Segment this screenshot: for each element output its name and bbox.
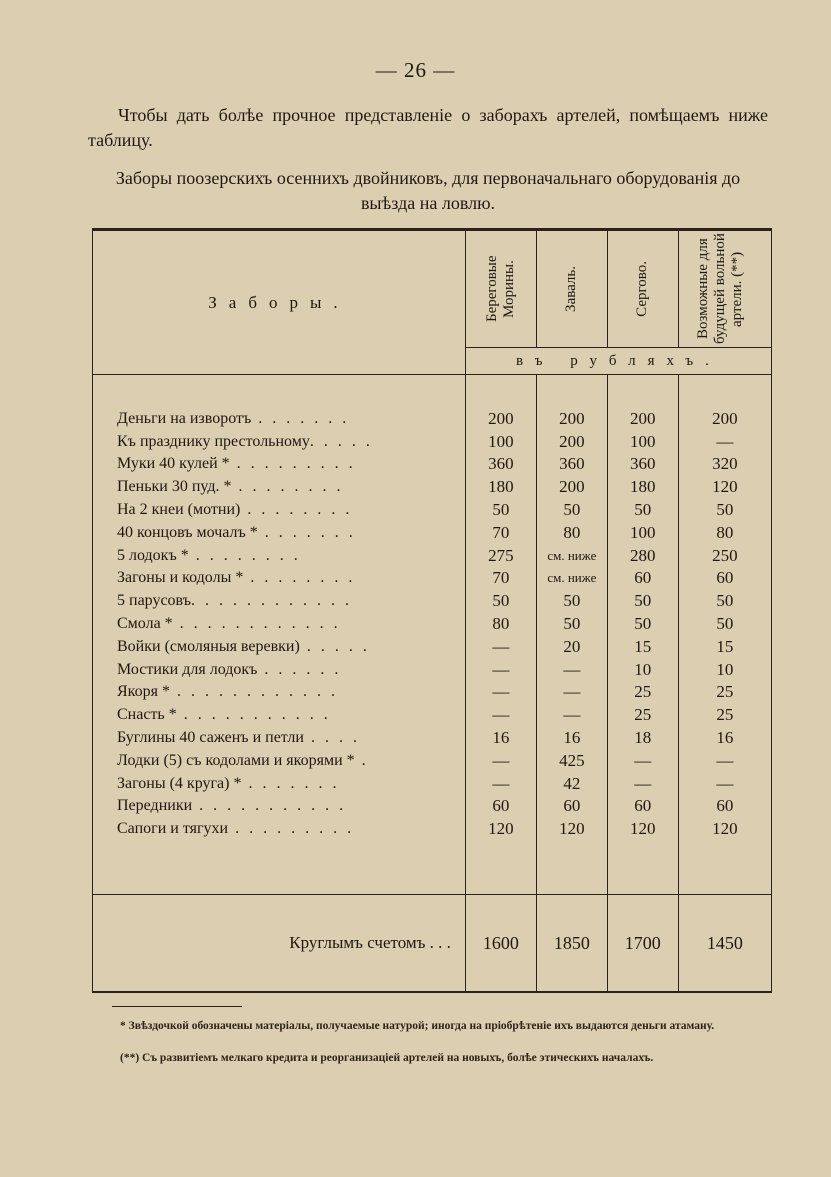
leader-dots: . . . . . . . .: [231, 478, 344, 496]
row-value: см. ниже: [536, 567, 607, 590]
leader-dots: . . . . . . . .: [188, 546, 301, 564]
row-label: [93, 589, 466, 612]
row-value: —: [465, 749, 536, 772]
row-value: 10: [678, 658, 771, 681]
row-value: 16: [536, 726, 607, 749]
row-label-text: Передники: [117, 797, 193, 815]
row-value: 120: [465, 817, 536, 840]
row-value: —: [678, 749, 771, 772]
row-value: 200: [678, 407, 771, 430]
footnote: (**) Съ развитіемъ мелкаго кредита и реорганизаціей артелей на новыхъ, болѣе этическихъ началахъ.: [120, 1052, 654, 1064]
row-label-text: На 2 кнеи (мотни): [117, 501, 241, 519]
row-value: 120: [536, 817, 607, 840]
column-header: Заваль.: [563, 266, 580, 312]
row-label: [93, 635, 466, 658]
row-label: [93, 430, 466, 453]
row-value: 50: [607, 612, 678, 635]
leader-dots: . . . . . . . . .: [228, 820, 355, 838]
leader-dots: . . . . . . . . . . .: [176, 706, 331, 724]
leader-dots: . . . . . . . . . . . .: [172, 615, 341, 633]
row-label-text: Сапоги и тягухи: [117, 820, 229, 838]
row-value: 120: [607, 817, 678, 840]
table-row: [93, 521, 772, 544]
row-value: 360: [536, 453, 607, 476]
leader-dots: . . . . . .: [257, 660, 342, 678]
row-value: 18: [607, 726, 678, 749]
row-label: [93, 544, 466, 567]
row-value: 50: [678, 589, 771, 612]
row-label-text: Къ празднику престольному: [117, 432, 310, 450]
row-label: [93, 703, 466, 726]
row-value: 50: [607, 498, 678, 521]
unit-label: въ рубляхъ.: [465, 348, 771, 375]
table-row: [93, 567, 772, 590]
row-value: 25: [607, 703, 678, 726]
total-value: 1850: [536, 895, 607, 993]
footnote-rule: [112, 1006, 242, 1007]
row-value: 360: [607, 453, 678, 476]
leader-dots: . . . . . . . .: [240, 501, 353, 519]
row-value: 10: [607, 658, 678, 681]
row-label-text: 5 парусовъ: [117, 592, 191, 610]
row-value: 16: [678, 726, 771, 749]
row-label: [93, 772, 466, 795]
row-value: —: [536, 658, 607, 681]
row-value: 425: [536, 749, 607, 772]
row-value: 16: [465, 726, 536, 749]
row-value: 80: [678, 521, 771, 544]
leader-dots: . . . . . . . . . . .: [192, 797, 347, 815]
row-value: 180: [607, 475, 678, 498]
row-value: —: [465, 703, 536, 726]
row-value: —: [465, 658, 536, 681]
leader-dots: . . . . . . . .: [243, 569, 356, 587]
row-label-text: 40 концовъ мочалъ *: [117, 523, 258, 541]
row-value: 60: [678, 795, 771, 818]
row-value: 25: [678, 703, 771, 726]
leader-dots: .: [354, 751, 369, 769]
table-row: [93, 726, 772, 749]
table-row: [93, 407, 772, 430]
row-value: 60: [536, 795, 607, 818]
table-row: [93, 612, 772, 635]
row-value: 42: [536, 772, 607, 795]
column-header: Береговые Морины.: [483, 255, 517, 323]
row-label: [93, 567, 466, 590]
row-label: [93, 749, 466, 772]
row-value: 200: [536, 430, 607, 453]
row-value: —: [678, 772, 771, 795]
total-value: 1700: [607, 895, 678, 993]
row-label-text: Смола *: [117, 615, 173, 633]
row-value: 80: [536, 521, 607, 544]
leader-dots: . . . . .: [309, 432, 373, 450]
table-row: [93, 795, 772, 818]
table-row: [93, 430, 772, 453]
table-row: [93, 544, 772, 567]
row-value: 25: [678, 681, 771, 704]
row-value: 60: [678, 567, 771, 590]
row-value: 60: [465, 795, 536, 818]
table-row: [93, 453, 772, 476]
table-title: Заборы поозерскихъ осеннихъ двойниковъ, для первоначальнаго оборудованія до выѣзда на ловлю.: [115, 168, 741, 213]
row-label-text: Загоны (4 круга) *: [117, 774, 242, 792]
leader-dots: . . . . .: [299, 637, 370, 655]
row-value: 275: [465, 544, 536, 567]
row-value: 200: [536, 475, 607, 498]
row-label-text: Загоны и кодолы *: [117, 569, 244, 587]
row-label-text: Войки (смоляныя веревки): [117, 637, 300, 655]
row-label-text: 5 лодокъ *: [117, 546, 189, 564]
row-value: 100: [607, 521, 678, 544]
leader-dots: . . . .: [303, 729, 360, 747]
row-value: 180: [465, 475, 536, 498]
row-value: 250: [678, 544, 771, 567]
row-label-text: Муки 40 кулей *: [117, 455, 230, 473]
row-value: —: [678, 430, 771, 453]
row-value: 50: [465, 589, 536, 612]
row-value: 120: [678, 817, 771, 840]
row-label: [93, 453, 466, 476]
leader-dots: . . . . . . . . . . . .: [170, 683, 338, 701]
row-label-text: Снасть *: [117, 706, 177, 724]
total-row: [93, 895, 772, 993]
column-header: Возможные для будущей вольной артели. (**): [694, 233, 745, 345]
row-value: 60: [607, 567, 678, 590]
leader-dots: . . . . . . . . .: [229, 455, 356, 473]
row-label: [93, 658, 466, 681]
header-label: Заборы.: [93, 230, 466, 375]
total-value: 1450: [678, 895, 771, 993]
row-value: —: [607, 749, 678, 772]
row-value: 15: [607, 635, 678, 658]
table-row: [93, 681, 772, 704]
row-value: 50: [465, 498, 536, 521]
row-label-text: Лодки (5) съ кодолами и якорями *: [117, 751, 355, 769]
fishing-supplies-table: [92, 228, 772, 993]
table-row: [93, 635, 772, 658]
row-label: [93, 498, 466, 521]
total-value: 1600: [465, 895, 536, 993]
page-number: — 26 —: [375, 58, 456, 82]
row-label: [93, 475, 466, 498]
footnote: * Звѣздочкой обозначены матеріалы, получаемые натурой; иногда на пріобрѣтеніе ихъ выдаются деньги атаману.: [120, 1020, 715, 1032]
row-value: 200: [607, 407, 678, 430]
row-label-text: Деньги на изворотъ: [117, 409, 252, 427]
total-label: Круглымъ счетомъ . . .: [93, 895, 466, 993]
leader-dots: . . . . . . .: [257, 523, 356, 541]
row-label: [93, 681, 466, 704]
row-value: —: [465, 681, 536, 704]
row-value: 320: [678, 453, 771, 476]
row-label: [93, 521, 466, 544]
intro-paragraph: Чтобы дать болѣе прочное представленіе о заборахъ артелей, помѣщаемъ ниже таблицу.: [88, 105, 768, 150]
table-row: [93, 772, 772, 795]
column-header: Сергово.: [634, 261, 651, 317]
row-value: 50: [536, 498, 607, 521]
table-row: [93, 475, 772, 498]
row-value: 50: [678, 498, 771, 521]
row-label: [93, 612, 466, 635]
row-value: 50: [678, 612, 771, 635]
row-label-text: Мостики для лодокъ: [117, 660, 258, 678]
row-value: 25: [607, 681, 678, 704]
row-value: 100: [465, 430, 536, 453]
row-value: —: [465, 635, 536, 658]
row-label-text: Якоря *: [117, 683, 170, 701]
row-label: [93, 795, 466, 818]
table-row: [93, 658, 772, 681]
row-value: 120: [678, 475, 771, 498]
row-value: см. ниже: [536, 544, 607, 567]
row-label-text: Пеньки 30 пуд. *: [117, 478, 232, 496]
row-value: 200: [465, 407, 536, 430]
row-value: 50: [536, 589, 607, 612]
row-value: 50: [607, 589, 678, 612]
row-value: —: [465, 772, 536, 795]
row-value: 50: [536, 612, 607, 635]
row-value: 100: [607, 430, 678, 453]
row-value: 200: [536, 407, 607, 430]
row-value: 360: [465, 453, 536, 476]
table-row: [93, 749, 772, 772]
row-label: [93, 407, 466, 430]
table-row: [93, 703, 772, 726]
row-label: [93, 726, 466, 749]
row-value: —: [536, 681, 607, 704]
row-value: 15: [678, 635, 771, 658]
row-value: 280: [607, 544, 678, 567]
row-value: 70: [465, 521, 536, 544]
row-value: 20: [536, 635, 607, 658]
row-value: 70: [465, 567, 536, 590]
row-value: —: [536, 703, 607, 726]
table-row: [93, 498, 772, 521]
table-row: [93, 817, 772, 840]
row-value: 80: [465, 612, 536, 635]
row-value: —: [607, 772, 678, 795]
row-label: [93, 817, 466, 840]
leader-dots: . . . . . . .: [241, 774, 340, 792]
row-label-text: Буглины 40 саженъ и петли: [117, 729, 304, 747]
leader-dots: . . . . . . .: [251, 409, 350, 427]
leader-dots: . . . . . . . . . . . .: [190, 592, 352, 610]
table-row: [93, 589, 772, 612]
row-value: 60: [607, 795, 678, 818]
